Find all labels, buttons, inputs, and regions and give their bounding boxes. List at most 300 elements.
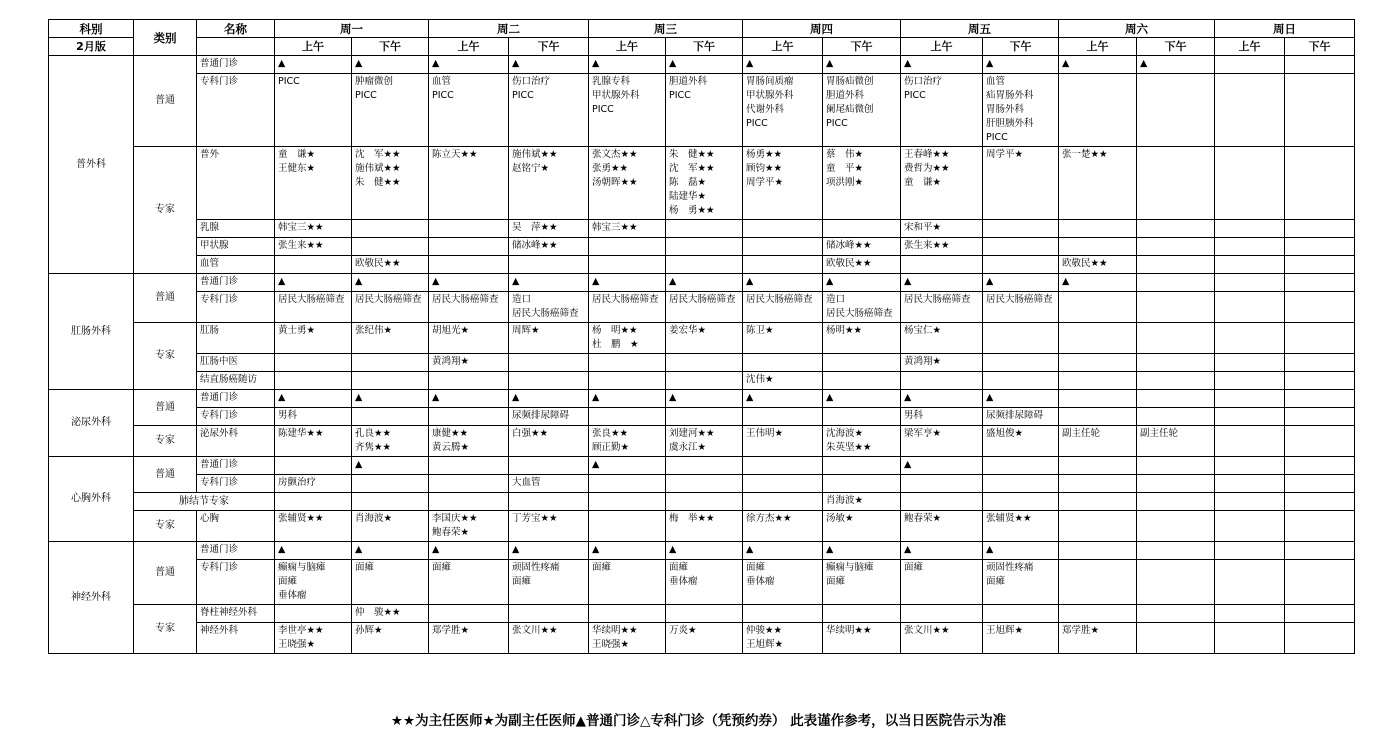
halfday-header-fri-pm: 下午 [983, 38, 1059, 56]
schedule-cell: 郑学胜★ [1059, 623, 1137, 654]
table-row [49, 542, 1355, 560]
schedule-cell [743, 256, 823, 274]
schedule-cell [1285, 238, 1355, 256]
schedule-cell: 沈海波★ 朱英坚★★ [823, 426, 901, 457]
schedule-cell: 黄鸿翔★ [901, 354, 983, 372]
schedule-cell: ▲ [429, 56, 509, 74]
schedule-cell: 面瘫 [429, 560, 509, 605]
schedule-cell: 姜宏华★ [666, 323, 743, 354]
schedule-cell [901, 493, 983, 511]
halfday-header-thu-pm: 下午 [823, 38, 901, 56]
clinic-name-cell: 泌尿外科 [197, 426, 275, 457]
schedule-cell: 欧敬民★★ [823, 256, 901, 274]
category-header: 类别 [134, 20, 197, 56]
schedule-cell: ▲ [352, 457, 429, 475]
table-row [49, 354, 1355, 372]
schedule-cell: 胃肠疝微创 胆道外科 阑尾疝微创 PICC [823, 74, 901, 147]
schedule-cell: 李国庆★★ 鲍春荣★ [429, 511, 509, 542]
schedule-cell: 宋和平★ [901, 220, 983, 238]
schedule-cell: ▲ [901, 457, 983, 475]
clinic-name-cell: 专科门诊 [197, 408, 275, 426]
schedule-cell: 陈卫★ [743, 323, 823, 354]
schedule-cell [983, 493, 1059, 511]
schedule-cell [823, 220, 901, 238]
schedule-cell [901, 372, 983, 390]
schedule-cell [666, 238, 743, 256]
schedule-cell [666, 457, 743, 475]
schedule-cell: 周学平★ [983, 147, 1059, 220]
halfday-header-wed-am: 上午 [589, 38, 666, 56]
schedule-cell: 欧敬民★★ [352, 256, 429, 274]
schedule-cell: 副主任轮 [1059, 426, 1137, 457]
clinic-name-cell: 血管 [197, 256, 275, 274]
schedule-cell [589, 256, 666, 274]
clinic-name-cell: 普通门诊 [197, 457, 275, 475]
schedule-cell [1137, 408, 1215, 426]
schedule-cell: ▲ [743, 390, 823, 408]
clinic-name-cell: 普通门诊 [197, 56, 275, 74]
schedule-cell [1137, 354, 1215, 372]
schedule-cell [1215, 457, 1285, 475]
schedule-cell [823, 354, 901, 372]
schedule-cell: 胡旭光★ [429, 323, 509, 354]
schedule-cell: 男科 [901, 408, 983, 426]
schedule-cell [743, 354, 823, 372]
schedule-cell: ▲ [666, 274, 743, 292]
schedule-cell [1059, 292, 1137, 323]
schedule-cell [1059, 74, 1137, 147]
table-row [49, 238, 1355, 256]
schedule-cell [823, 408, 901, 426]
schedule-cell [1059, 390, 1137, 408]
schedule-cell: 朱 健★★ 沈 军★★ 陈 磊★ 陆建华★ 杨 勇★★ [666, 147, 743, 220]
schedule-cell: 面瘫 [352, 560, 429, 605]
schedule-cell: ▲ [901, 56, 983, 74]
schedule-body [49, 20, 1355, 654]
schedule-cell [275, 256, 352, 274]
schedule-cell [666, 493, 743, 511]
schedule-cell [1137, 274, 1215, 292]
halfday-header-tue-am: 上午 [429, 38, 509, 56]
halfday-header-mon-am: 上午 [275, 38, 352, 56]
schedule-cell [1215, 475, 1285, 493]
halfday-header-sun-am: 上午 [1215, 38, 1285, 56]
schedule-cell [983, 354, 1059, 372]
schedule-cell: 丁芳宝★★ [509, 511, 589, 542]
schedule-cell [823, 372, 901, 390]
schedule-cell: 张纪伟★ [352, 323, 429, 354]
table-row [49, 390, 1355, 408]
schedule-cell: ▲ [666, 390, 743, 408]
schedule-cell: 沈伟★ [743, 372, 823, 390]
schedule-cell: 王伟明★ [743, 426, 823, 457]
schedule-cell: ▲ [901, 542, 983, 560]
schedule-cell: 童 谦★ 王健东★ [275, 147, 352, 220]
schedule-cell: 蔡 伟★ 童 平★ 项洪刚★ [823, 147, 901, 220]
schedule-cell: ▲ [352, 274, 429, 292]
schedule-cell [1215, 372, 1285, 390]
table-row [49, 457, 1355, 475]
schedule-cell: 乳腺专科 甲状腺外科 PICC [589, 74, 666, 147]
schedule-cell [983, 605, 1059, 623]
schedule-cell [429, 220, 509, 238]
schedule-cell [1285, 457, 1355, 475]
schedule-cell: 沈 军★★ 施伟斌★★ 朱 健★★ [352, 147, 429, 220]
schedule-cell [275, 354, 352, 372]
schedule-cell: 肖海波★ [823, 493, 901, 511]
schedule-cell [1215, 560, 1285, 605]
schedule-cell: 杨 明★★ 杜 鹏 ★ [589, 323, 666, 354]
clinic-name-cell: 专科门诊 [197, 560, 275, 605]
schedule-cell [983, 256, 1059, 274]
schedule-cell: 尿频排尿障碍 [509, 408, 589, 426]
clinic-name-cell: 专科门诊 [197, 74, 275, 147]
schedule-cell: 杨宝仁★ [901, 323, 983, 354]
schedule-cell [509, 354, 589, 372]
schedule-cell [1059, 354, 1137, 372]
schedule-cell [1215, 238, 1285, 256]
table-row [49, 623, 1355, 654]
schedule-cell [1285, 475, 1355, 493]
schedule-cell [743, 493, 823, 511]
dept-header: 科别 [49, 20, 134, 38]
table-row [49, 560, 1355, 605]
schedule-cell [1215, 426, 1285, 457]
schedule-cell [589, 408, 666, 426]
schedule-cell [1215, 256, 1285, 274]
schedule-cell [1285, 493, 1355, 511]
table-row [49, 493, 1355, 511]
schedule-cell [589, 372, 666, 390]
schedule-cell [666, 408, 743, 426]
schedule-cell: ▲ [429, 542, 509, 560]
schedule-cell: ▲ [901, 274, 983, 292]
department-cell: 普外科 [49, 56, 134, 274]
schedule-cell [1285, 354, 1355, 372]
clinic-name-cell: 脊柱神经外科 [197, 605, 275, 623]
schedule-cell [1137, 238, 1215, 256]
day-header-sun: 周日 [1215, 20, 1355, 38]
schedule-cell: ▲ [983, 56, 1059, 74]
table-row [49, 147, 1355, 220]
table-row [49, 408, 1355, 426]
schedule-cell [275, 372, 352, 390]
schedule-cell [1285, 511, 1355, 542]
clinic-name-cell: 专科门诊 [197, 475, 275, 493]
category-cell: 专家 [134, 147, 197, 274]
schedule-cell [901, 605, 983, 623]
schedule-cell [1215, 542, 1285, 560]
schedule-cell: 伤口治疗 PICC [509, 74, 589, 147]
schedule-cell [1137, 542, 1215, 560]
schedule-cell [1285, 274, 1355, 292]
schedule-cell [429, 256, 509, 274]
clinic-name-cell: 心胸 [197, 511, 275, 542]
department-cell: 泌尿外科 [49, 390, 134, 457]
schedule-cell [352, 493, 429, 511]
day-header-thu: 周四 [743, 20, 901, 38]
schedule-cell [1059, 457, 1137, 475]
schedule-cell [1285, 323, 1355, 354]
schedule-cell: ▲ [983, 274, 1059, 292]
schedule-cell: 伤口治疗 PICC [901, 74, 983, 147]
halfday-header-sun-pm: 下午 [1285, 38, 1355, 56]
schedule-cell [1137, 605, 1215, 623]
name-header-blank [197, 38, 275, 56]
day-header-tue: 周二 [429, 20, 589, 38]
schedule-cell: 张辅贤★★ [275, 511, 352, 542]
schedule-cell [666, 354, 743, 372]
schedule-cell [589, 605, 666, 623]
schedule-cell [1137, 560, 1215, 605]
schedule-cell: 男科 [275, 408, 352, 426]
table-row [49, 274, 1355, 292]
schedule-cell: 肿瘤微创 PICC [352, 74, 429, 147]
schedule-cell: ▲ [823, 390, 901, 408]
schedule-cell: ▲ [823, 56, 901, 74]
schedule-cell [589, 475, 666, 493]
schedule-cell: 张文川★★ [901, 623, 983, 654]
schedule-cell: ▲ [1059, 274, 1137, 292]
table-row [49, 74, 1355, 147]
schedule-cell: ▲ [509, 56, 589, 74]
schedule-cell [1059, 372, 1137, 390]
schedule-cell: 张生来★★ [901, 238, 983, 256]
category-cell: 普通 [134, 457, 197, 493]
schedule-cell: 王旭辉★ [983, 623, 1059, 654]
department-cell: 神经外科 [49, 542, 134, 654]
schedule-cell: 血管 疝胃肠外科 胃肠外科 肝胆胰外科 PICC [983, 74, 1059, 147]
schedule-cell [1285, 542, 1355, 560]
schedule-cell [1215, 390, 1285, 408]
schedule-cell: 华续明★★ [823, 623, 901, 654]
schedule-cell [1059, 493, 1137, 511]
clinic-name-cell: 普外 [197, 147, 275, 220]
schedule-cell: 孔良★★ 齐隽★★ [352, 426, 429, 457]
category-cell: 普通 [134, 542, 197, 605]
halfday-header-tue-pm: 下午 [509, 38, 589, 56]
schedule-cell: ▲ [983, 542, 1059, 560]
schedule-cell: 欧敬民★★ [1059, 256, 1137, 274]
schedule-cell [352, 408, 429, 426]
schedule-cell: ▲ [823, 274, 901, 292]
schedule-cell: 周辉★ [509, 323, 589, 354]
schedule-cell [352, 475, 429, 493]
schedule-cell [1215, 605, 1285, 623]
day-header-mon: 周一 [275, 20, 429, 38]
schedule-cell: ▲ [589, 457, 666, 475]
table-row [49, 426, 1355, 457]
schedule-cell: 鲍春荣★ [901, 511, 983, 542]
day-header-sat: 周六 [1059, 20, 1215, 38]
schedule-cell [1137, 623, 1215, 654]
header-row-halfdays [49, 38, 1355, 56]
schedule-cell: 居民大肠癌筛查 [901, 292, 983, 323]
schedule-cell: ▲ [509, 390, 589, 408]
schedule-cell: 李世亭★★ 王晓强★ [275, 623, 352, 654]
schedule-cell: ▲ [823, 542, 901, 560]
schedule-cell: 白强★★ [509, 426, 589, 457]
schedule-cell [983, 220, 1059, 238]
schedule-cell: 储冰峰★★ [509, 238, 589, 256]
schedule-cell: 盛旭俊★ [983, 426, 1059, 457]
schedule-cell: 汤敏★ [823, 511, 901, 542]
schedule-cell: ▲ [352, 56, 429, 74]
schedule-cell [429, 475, 509, 493]
day-header-wed: 周三 [589, 20, 743, 38]
schedule-cell [666, 372, 743, 390]
schedule-cell [509, 457, 589, 475]
schedule-cell [901, 475, 983, 493]
schedule-cell [275, 457, 352, 475]
schedule-cell [1285, 605, 1355, 623]
schedule-cell [352, 220, 429, 238]
schedule-cell: 郑学胜★ [429, 623, 509, 654]
schedule-cell: 仲 骏★★ [352, 605, 429, 623]
schedule-cell [509, 493, 589, 511]
halfday-header-sat-pm: 下午 [1137, 38, 1215, 56]
schedule-cell [429, 605, 509, 623]
schedule-cell [1059, 220, 1137, 238]
schedule-cell: ▲ [743, 542, 823, 560]
category-cell: 专家 [134, 323, 197, 390]
table-row [49, 605, 1355, 623]
table-row [49, 56, 1355, 74]
schedule-cell [666, 220, 743, 238]
schedule-cell [1059, 238, 1137, 256]
schedule-cell: ▲ [743, 56, 823, 74]
clinic-schedule-table [48, 19, 1355, 654]
schedule-cell [1215, 56, 1285, 74]
schedule-cell: ▲ [275, 274, 352, 292]
schedule-cell [589, 493, 666, 511]
schedule-cell: 顽固性疼痛 面瘫 [509, 560, 589, 605]
category-cell: 普通 [134, 56, 197, 147]
schedule-cell [1215, 292, 1285, 323]
schedule-cell [1137, 147, 1215, 220]
schedule-cell [1285, 390, 1355, 408]
schedule-cell [1137, 292, 1215, 323]
clinic-name-cell: 乳腺 [197, 220, 275, 238]
schedule-cell: ▲ [666, 56, 743, 74]
schedule-cell: 黄士勇★ [275, 323, 352, 354]
schedule-cell [1285, 256, 1355, 274]
schedule-cell: ▲ [275, 56, 352, 74]
category-cell: 肺结节专家 [134, 493, 275, 511]
category-cell: 普通 [134, 390, 197, 426]
schedule-cell: 刘建河★★ 虞永江★ [666, 426, 743, 457]
schedule-cell [743, 457, 823, 475]
schedule-cell [983, 457, 1059, 475]
schedule-cell: 癫痫与脑瘫 面瘫 [823, 560, 901, 605]
schedule-cell: 胃肠间质瘤 甲状腺外科 代谢外科 PICC [743, 74, 823, 147]
clinic-name-cell: 肛肠 [197, 323, 275, 354]
schedule-cell [1059, 475, 1137, 493]
schedule-cell: ▲ [983, 390, 1059, 408]
halfday-header-mon-pm: 下午 [352, 38, 429, 56]
schedule-cell: 黄鸿翔★ [429, 354, 509, 372]
schedule-cell [1137, 493, 1215, 511]
schedule-cell: ▲ [352, 542, 429, 560]
header-row-days [49, 20, 1355, 38]
schedule-cell: 杨明★★ [823, 323, 901, 354]
day-header-fri: 周五 [901, 20, 1059, 38]
schedule-cell: 王春峰★★ 费哲为★★ 童 谦★ [901, 147, 983, 220]
schedule-cell [429, 408, 509, 426]
clinic-name-cell: 神经外科 [197, 623, 275, 654]
clinic-name-cell: 专科门诊 [197, 292, 275, 323]
schedule-cell [666, 256, 743, 274]
schedule-cell: 房颤治疗 [275, 475, 352, 493]
schedule-cell: ▲ [429, 390, 509, 408]
schedule-cell: 居民大肠癌筛查 [983, 292, 1059, 323]
schedule-cell: 韩宝三★★ [589, 220, 666, 238]
schedule-cell [1137, 323, 1215, 354]
schedule-cell: 杨勇★★ 顾钧★★ 周学平★ [743, 147, 823, 220]
table-row [49, 511, 1355, 542]
schedule-cell: 万炎★ [666, 623, 743, 654]
halfday-header-thu-am: 上午 [743, 38, 823, 56]
schedule-cell [1059, 560, 1137, 605]
table-row [49, 256, 1355, 274]
schedule-cell: 面瘫 [901, 560, 983, 605]
schedule-cell [1059, 542, 1137, 560]
category-cell: 普通 [134, 274, 197, 323]
edition-label: 2月版 [49, 38, 134, 56]
schedule-cell [823, 605, 901, 623]
table-row [49, 323, 1355, 354]
schedule-cell: ▲ [1059, 56, 1137, 74]
schedule-cell [1285, 220, 1355, 238]
schedule-cell: 居民大肠癌筛查 [743, 292, 823, 323]
schedule-cell: 血管 PICC [429, 74, 509, 147]
schedule-cell: 陈立天★★ [429, 147, 509, 220]
schedule-cell [1137, 74, 1215, 147]
schedule-cell [1285, 560, 1355, 605]
schedule-cell: 顽固性疼痛 面瘫 [983, 560, 1059, 605]
schedule-cell: ▲ [509, 542, 589, 560]
schedule-cell: 梁军亨★ [901, 426, 983, 457]
clinic-name-cell: 普通门诊 [197, 274, 275, 292]
legend-note: ★★为主任医师★为副主任医师▲普通门诊△专科门诊（凭预约券） 此表谨作参考，以当日医院告示为准 [390, 713, 1007, 729]
schedule-cell: 梅 举★★ [666, 511, 743, 542]
schedule-cell: ▲ [1137, 56, 1215, 74]
schedule-cell: 居民大肠癌筛查 [666, 292, 743, 323]
schedule-cell: PICC [275, 74, 352, 147]
schedule-cell: 康健★★ 黄云腾★ [429, 426, 509, 457]
schedule-cell [429, 372, 509, 390]
schedule-cell [589, 354, 666, 372]
clinic-name-cell: 肛肠中医 [197, 354, 275, 372]
schedule-cell: 肖海波★ [352, 511, 429, 542]
schedule-cell: ▲ [352, 390, 429, 408]
schedule-cell [1215, 493, 1285, 511]
schedule-cell [1285, 147, 1355, 220]
schedule-cell [1059, 408, 1137, 426]
category-cell: 专家 [134, 426, 197, 457]
schedule-cell [1059, 605, 1137, 623]
schedule-cell [823, 457, 901, 475]
schedule-cell [666, 475, 743, 493]
schedule-cell: 癫痫与脑瘫 面瘫 垂体瘤 [275, 560, 352, 605]
clinic-name-cell: 结直肠癌随访 [197, 372, 275, 390]
schedule-cell: ▲ [509, 274, 589, 292]
schedule-cell: 张一楚★★ [1059, 147, 1137, 220]
schedule-cell [1285, 426, 1355, 457]
schedule-cell: ▲ [275, 542, 352, 560]
schedule-cell [1137, 511, 1215, 542]
schedule-cell [983, 475, 1059, 493]
